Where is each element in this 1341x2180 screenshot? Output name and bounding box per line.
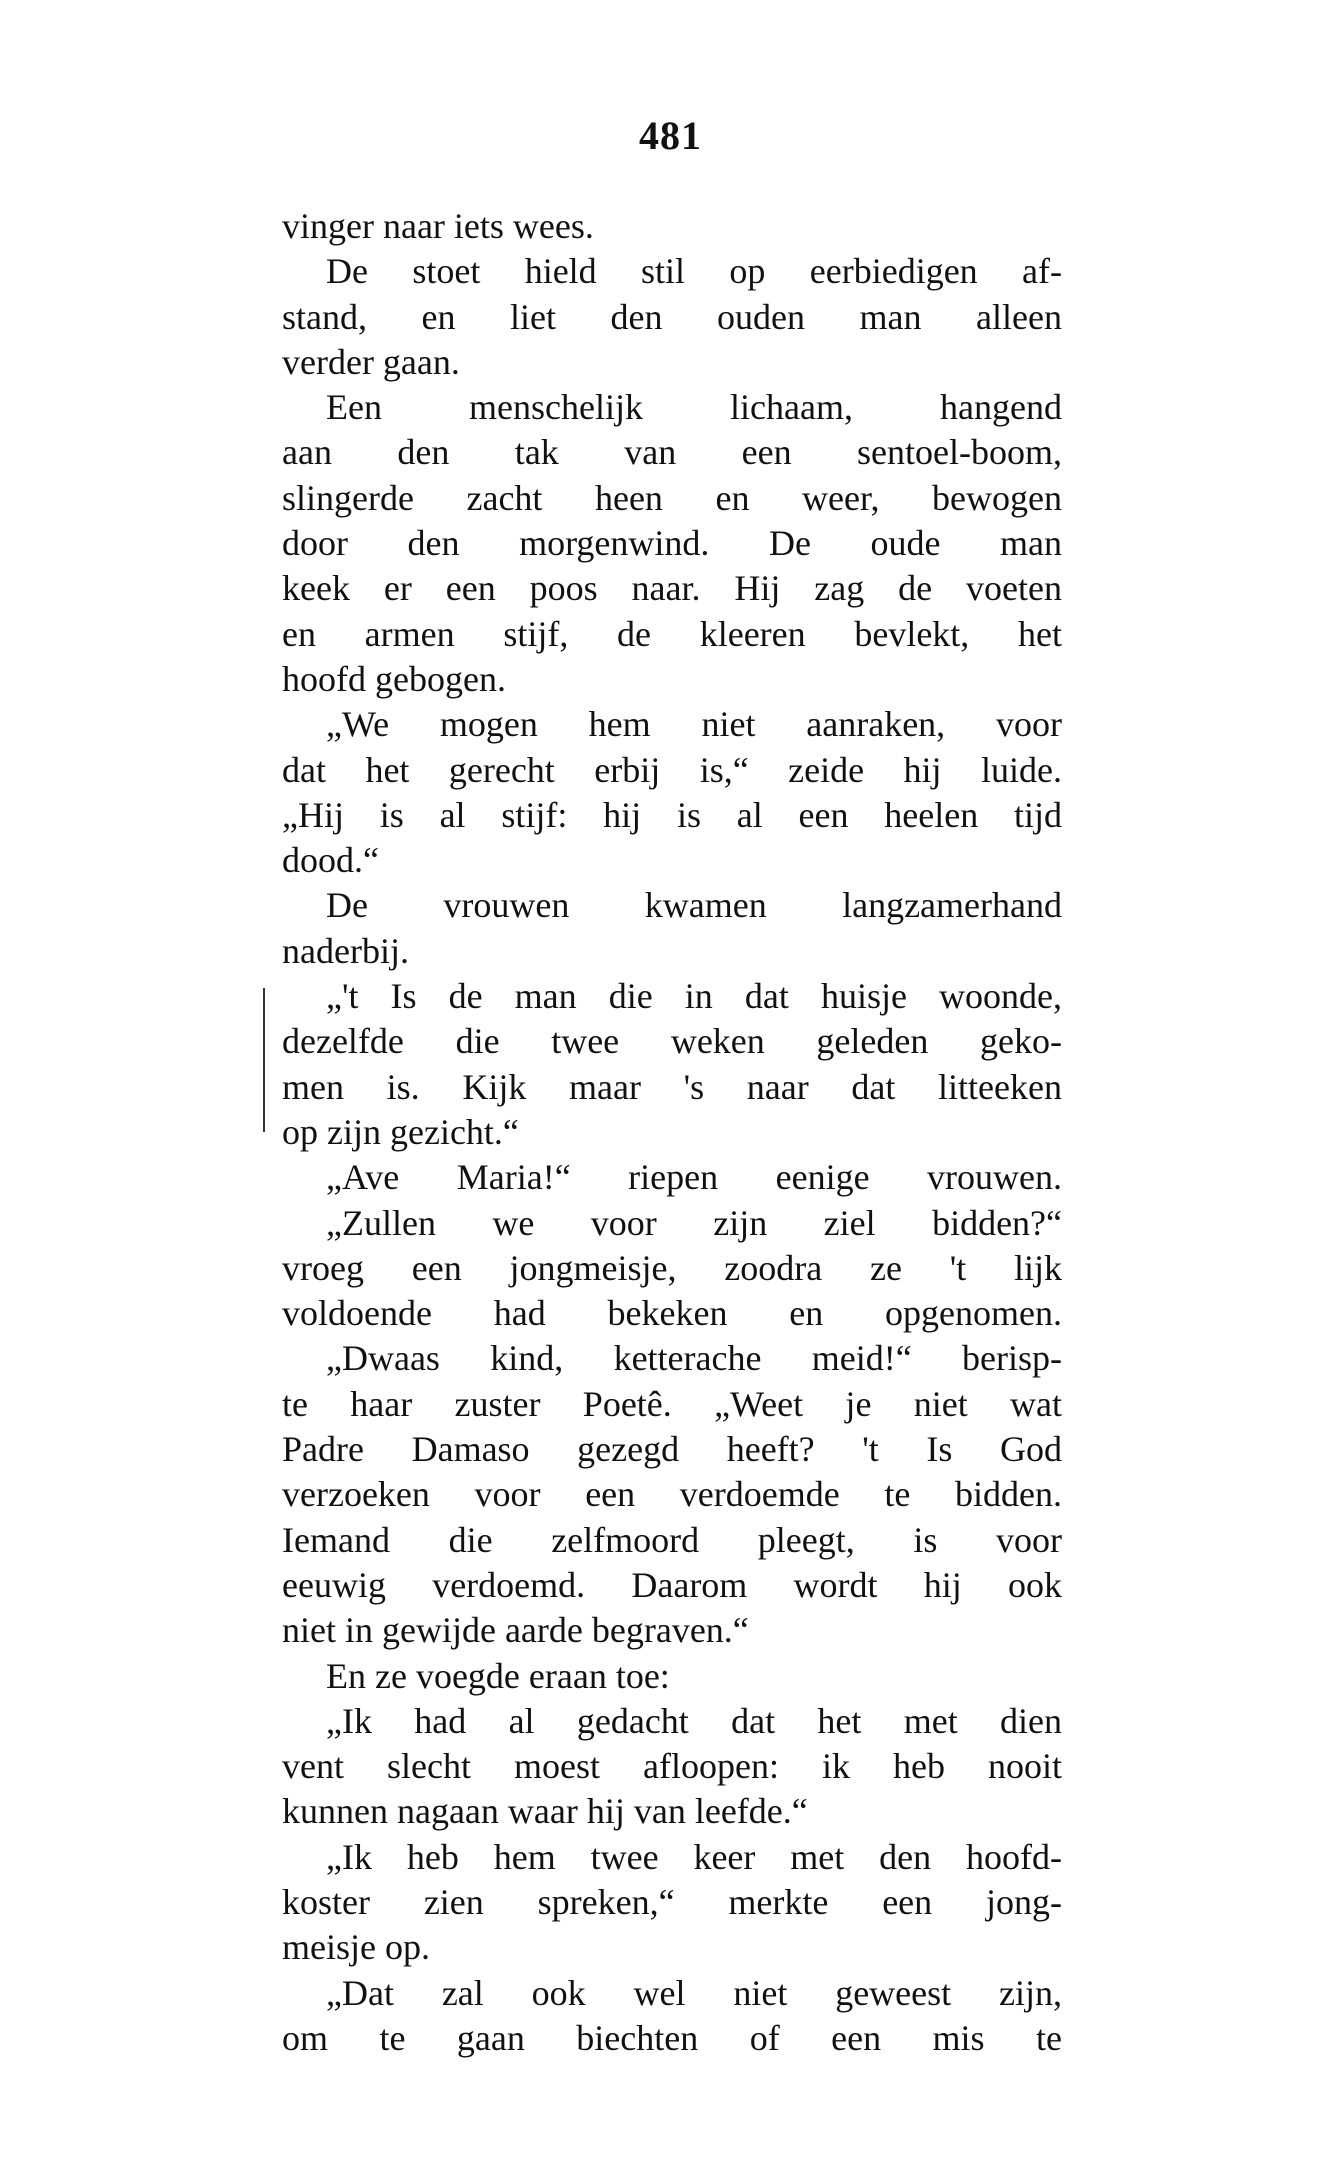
margin-mark <box>263 988 265 1132</box>
text-line: eeuwig verdoemd. Daarom wordt hij ook <box>282 1564 1062 1605</box>
text-line: hoofd gebogen. <box>282 658 506 699</box>
text-line: Een menschelijk lichaam, hangend <box>326 387 1062 428</box>
text-line: „Zullen we voor zijn ziel bidden?“ <box>326 1202 1062 1243</box>
text-line: naderbij. <box>282 930 409 971</box>
text-line: verzoeken voor een verdoemde te bidden. <box>282 1474 1062 1515</box>
text-line: De stoet hield stil op eerbiedigen af- <box>326 251 1062 292</box>
text-line: meisje op. <box>282 1927 430 1968</box>
text-line: „Ik heb hem twee keer met den hoofd- <box>326 1836 1062 1877</box>
text-line: voldoende had bekeken en opgenomen. <box>282 1293 1062 1334</box>
text-line: dat het gerecht erbij is,“ zeide hij luide. <box>282 749 1062 790</box>
text-line: „Hij is al stijf: hij is al een heelen tijd <box>282 794 1062 835</box>
text-line: Iemand die zelfmoord pleegt, is voor <box>282 1519 1062 1560</box>
text-line: „We mogen hem niet aanraken, voor <box>326 704 1062 745</box>
text-line: „Ik had al gedacht dat het met dien <box>326 1700 1062 1741</box>
text-line: niet in gewijde aarde begraven.“ <box>282 1610 749 1651</box>
text-line: Padre Damaso gezegd heeft? 't Is God <box>282 1429 1062 1470</box>
text-line: om te gaan biechten of een mis te <box>282 2017 1062 2058</box>
text-line: op zijn gezicht.“ <box>282 1111 519 1152</box>
text-line: „'t Is de man die in dat huisje woonde, <box>326 976 1062 1017</box>
text-line: slingerde zacht heen en weer, bewogen <box>282 477 1062 518</box>
text-line: door den morgenwind. De oude man <box>282 523 1062 564</box>
text-line: En ze voegde eraan toe: <box>326 1655 670 1696</box>
text-line: vinger naar iets wees. <box>282 206 594 246</box>
text-line: te haar zuster Poetê. „Weet je niet wat <box>282 1383 1062 1424</box>
body-text <box>282 204 1062 2061</box>
text-line: aan den tak van een sentoel-boom, <box>282 432 1062 473</box>
text-line: De vrouwen kwamen langzamerhand <box>326 885 1062 926</box>
text-line: en armen stijf, de kleeren bevlekt, het <box>282 613 1062 654</box>
text-line: „Dat zal ook wel niet geweest zijn, <box>326 1972 1062 2013</box>
text-line: koster zien spreken,“ merkte een jong- <box>282 1881 1062 1922</box>
text-line: „Ave Maria!“ riepen eenige vrouwen. <box>326 1157 1062 1198</box>
text-line: dezelfde die twee weken geleden geko- <box>282 1021 1062 1062</box>
text-line: vroeg een jongmeisje, zoodra ze 't lijk <box>282 1247 1062 1288</box>
text-line: verder gaan. <box>282 341 460 382</box>
text-line: „Dwaas kind, ketterache meid!“ berisp- <box>326 1338 1062 1379</box>
text-line: vent slecht moest afloopen: ik heb nooit <box>282 1746 1062 1787</box>
text-line: kunnen nagaan waar hij van leefde.“ <box>282 1791 808 1832</box>
text-line: dood.“ <box>282 840 379 881</box>
text-line: keek er een poos naar. Hij zag de voeten <box>282 568 1062 609</box>
page-number: 481 <box>639 113 702 158</box>
text-line: stand, en liet den ouden man alleen <box>282 296 1062 337</box>
text-line: men is. Kijk maar 's naar dat litteeken <box>282 1066 1062 1107</box>
